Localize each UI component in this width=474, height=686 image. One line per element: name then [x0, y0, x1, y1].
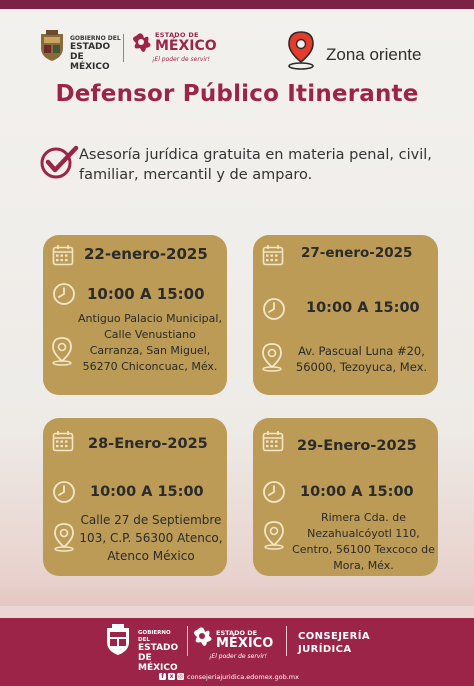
location-pin-icon — [260, 342, 284, 372]
card-date: 29-Enero-2025 — [297, 438, 417, 454]
header-divider — [123, 34, 124, 62]
instagram-icon[interactable]: ◎ — [177, 673, 184, 680]
footer-estado-logo — [191, 622, 281, 662]
consejeria-label — [298, 630, 370, 656]
card-address: Rimera Cda. de Nezahualcóyotl 110, Centro, 56100 Texcoco de Mora, Méx. — [292, 511, 435, 572]
footer-gob-line3: MÉXICO — [138, 663, 178, 673]
footer-estado-slogan: ¡El poder de servir! — [209, 653, 267, 660]
clock-icon — [52, 480, 76, 504]
gob-line1: GOBIERNO DEL — [70, 35, 121, 42]
clock-icon — [52, 282, 76, 306]
flower-icon — [130, 30, 154, 58]
calendar-icon — [52, 430, 74, 452]
location-pin-icon — [52, 522, 76, 552]
event-card-4 — [253, 418, 438, 576]
calendar-icon — [262, 430, 284, 452]
consejeria-line2: JURÍDICA — [298, 644, 352, 655]
calendar-icon — [262, 244, 284, 266]
event-card-3 — [43, 418, 227, 576]
consejeria-line1: CONSEJERÍA — [298, 631, 370, 642]
footer-divider — [286, 626, 287, 656]
card-time: 10:00 A 15:00 — [306, 300, 420, 316]
card-time: 10:00 A 15:00 — [300, 484, 414, 500]
footer-gob-line2: ESTADO DE — [138, 643, 179, 663]
card-date: 22-enero-2025 — [84, 245, 208, 263]
location-pin-icon — [286, 30, 316, 70]
estado-logo — [130, 28, 220, 66]
facebook-icon[interactable]: f — [159, 673, 166, 680]
card-time: 10:00 A 15:00 — [87, 285, 205, 303]
location-pin-icon — [262, 520, 286, 550]
zona-label: Zona oriente — [326, 45, 422, 64]
clock-icon — [262, 297, 286, 321]
page-title: Defensor Público Itinerante — [55, 81, 419, 107]
intro-text: Asesoría jurídica gratuita en materia penal, civil, familiar, mercantil y de amparo. — [79, 147, 432, 183]
footer-gob-line1: GOBIERNO DEL — [138, 630, 171, 643]
footer-gobierno-logo — [102, 622, 182, 673]
social-icons — [159, 673, 184, 680]
footer-gobierno-text — [138, 630, 182, 673]
gobierno-logo — [38, 30, 126, 72]
event-card-1 — [43, 235, 227, 395]
shield-icon — [102, 624, 134, 656]
card-date: 27-enero-2025 — [301, 245, 413, 261]
bottom-stripe — [0, 606, 474, 618]
footer-divider — [187, 626, 188, 656]
website-link[interactable]: consejeriajuridica.edomex.gob.mx — [187, 673, 299, 681]
footer-estado-big: MÉXICO — [216, 636, 274, 651]
footer-estado-small: ESTADO DE — [216, 629, 258, 637]
top-bar — [0, 0, 474, 9]
card-time: 10:00 A 15:00 — [90, 484, 204, 500]
x-icon[interactable]: x — [169, 673, 174, 680]
card-address: Av. Pascual Luna #20, 56000, Tezoyuca, Mex. — [295, 344, 428, 374]
estado-small-text: ESTADO DE — [155, 31, 199, 39]
card-address: Antiguo Palacio Municipal, Calle Venustiano Carranza, San Miguel, 56270 Chiconcuac, Méx. — [78, 312, 222, 373]
gob-line2: ESTADO DE — [70, 42, 111, 62]
estado-slogan: ¡El poder de servir! — [152, 56, 210, 63]
shield-icon — [38, 30, 66, 62]
event-card-2 — [253, 235, 438, 395]
gob-line3: MÉXICO — [70, 62, 110, 72]
gobierno-text — [70, 35, 126, 72]
clock-icon — [262, 480, 286, 504]
card-address: Calle 27 de Septiembre 103, C.P. 56300 Atenco, Atenco México — [79, 513, 223, 563]
card-date: 28-Enero-2025 — [88, 436, 208, 452]
flower-icon — [191, 624, 215, 652]
calendar-icon — [52, 244, 74, 266]
check-circle-icon — [39, 144, 79, 180]
estado-big-text: MÉXICO — [155, 38, 217, 54]
location-pin-icon — [50, 336, 74, 366]
